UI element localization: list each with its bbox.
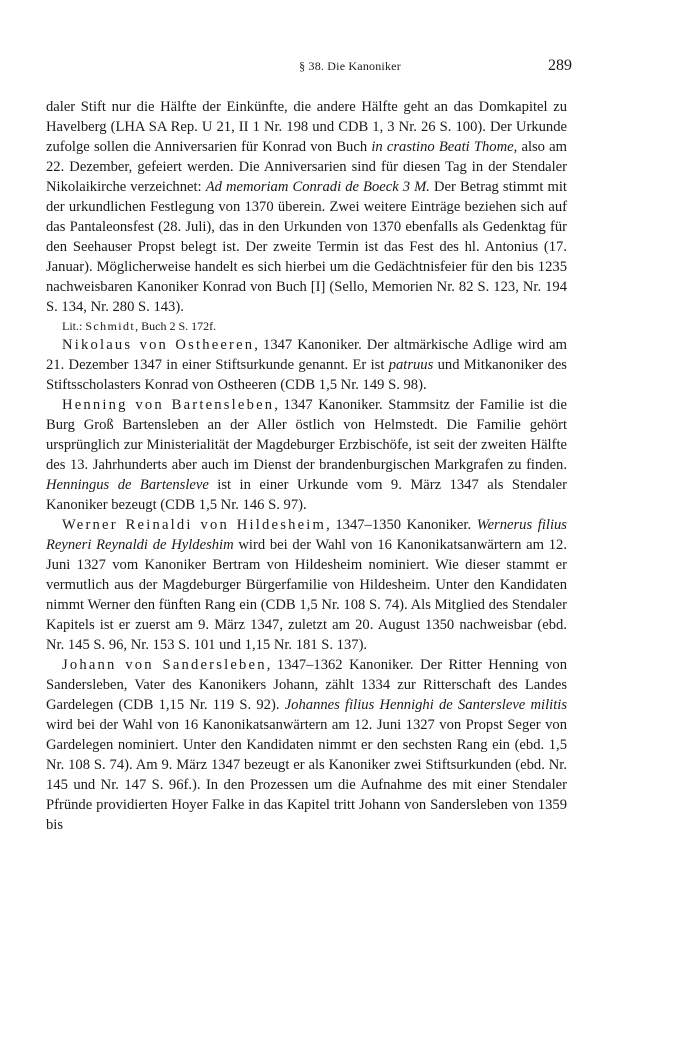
literature-reference <box>62 318 567 335</box>
running-head <box>0 57 700 79</box>
text-run: , also am 22. Dezember, gefeiert werden. Die Anniversarien sind für diesen Tag in der Stendaler Nikolaikirche verzeichnet: <box>46 139 567 195</box>
text-run: und Mitkanoniker des Stiftsscholasters Konrad von Ostheeren (CDB 1,5 Nr. 149 S. 98). <box>46 357 567 393</box>
entry-nikolaus-von-ostheeren <box>46 335 567 395</box>
entry-name: Werner Reinaldi von Hildesheim <box>62 517 327 533</box>
text-run: daler Stift nur die Hälfte der Einkünfte, die andere Hälfte geht an das Domkapitel zu Havelberg (LHA SA Rep. U 21, II 1 Nr. 198 und CDB 1, 3 Nr. 26 S. 100). Der Urkunde zufolge sollen die Anniversarien für Konrad von Buch <box>46 99 567 155</box>
text-run: , 1347 Kanoniker. Stammsitz der Familie ist die Burg Groß Bartensleben an der Aller östlich von Helmstedt. Die Familie gehört ursprünglich zur Ministerialität der Magdeburger Erzbischöfe, ist seit der zweiten Hälfte des 13. Jahrhunderts aber auch im Dienst der brandenburgischen Markgrafen zu finden. <box>46 397 567 473</box>
section-title: § 38. Die Kanoniker <box>299 59 401 73</box>
entry-name: Johann von Sandersleben <box>62 657 267 673</box>
text-run: wird bei der Wahl von 16 Kanonikatsanwärtern am 12. Juni 1327 vom Kanoniker Bertram von Hildesheim nominiert. Wie dieser stammt er vermutlich aus der Magdeburger Bürgerfamilie von Hildesheim. Unter den Kandidaten nimmt Werner den fünften Rang ein (CDB 1,5 Nr. 108 S. 74). Als Mitglied des Stendaler Kapitels ist er zuerst am 9. März 1347, zuletzt am 20. August 1350 nachweisbar (ebd. Nr. 145 S. 96, Nr. 153 S. 101 und 1,15 Nr. 181 S. 137). <box>46 537 567 653</box>
text-run: , 1347 Kanoniker. Der altmärkische Adlige wird am 21. Dezember 1347 in einer Stiftsurkunde genannt. Er ist <box>46 337 567 373</box>
text-run: , 1347–1350 Kanoniker. <box>326 517 477 533</box>
body-text <box>46 97 567 835</box>
page-number: 289 <box>548 57 572 74</box>
entry-werner-reinaldi-von-hildesheim <box>46 515 567 655</box>
entry-johann-von-sandersleben <box>46 655 567 835</box>
latin-quote: Henningus de Bartensleve <box>46 477 209 493</box>
latin-quote: in crastino Beati Thome <box>371 139 514 155</box>
latin-quote: patruus <box>388 357 434 373</box>
lit-citation: , Buch 2 S. 172f. <box>135 319 217 333</box>
text-run: , 1347–1362 Kanoniker. Der Ritter Henning von Sandersleben, Vater des Kanonikers Johann, zählt 1334 zur Ritterschaft des Landes Gardelegen (CDB 1,15 Nr. 119 S. 92). <box>46 657 567 713</box>
paragraph-konrad-von-buch-continued <box>46 97 567 317</box>
lit-prefix: Lit.: <box>62 319 86 333</box>
text-run: wird bei der Wahl von 16 Kanonikatsanwärtern am 12. Juni 1327 von Propst Seger von Gardelegen nominiert. Unter den Kandidaten nimmt er den sechsten Rang ein (ebd. 1,5 Nr. 108 S. 74). Am 9. März 1347 bezeugt er als Kanoniker zwei Stiftsurkunden (ebd. Nr. 145 und Nr. 147 S. 96f.). In den Prozessen um die Aufnahme des mit einer Stendaler Pfründe providierten Hoyer Falke in das Kapitel tritt Johann von Sandersleben von 1359 bis <box>46 717 567 833</box>
entry-name: Nikolaus von Ostheeren <box>62 337 255 353</box>
entry-henning-von-bartensleben <box>46 395 567 515</box>
latin-quote: Ad memoriam Conradi de Boeck 3 M. <box>205 179 430 195</box>
entry-name: Henning von Bartensleben <box>62 397 275 413</box>
text-run: ist in einer Urkunde vom 9. März 1347 als Stendaler Kanoniker bezeugt (CDB 1,5 Nr. 146 S. 97). <box>46 477 567 513</box>
latin-quote: Wernerus filius Reyneri Reynaldi de Hyldeshim <box>46 517 567 553</box>
text-run: Der Betrag stimmt mit der urkundlichen Festlegung von 1370 überein. Zwei weitere Einträge beziehen sich auf das Pantaleonsfest (28. Juli), das in den Urkunden von 1370 ebenfalls als Gedenktag für den Seehauser Propst belegt ist. Der zweite Termin ist das Fest des hl. Antonius (17. Januar). Möglicherweise handelt es sich hierbei um die Gedächtnisfeier für den bis 1235 nachweisbaren Kanoniker Konrad von Buch [I] (Sello, Memorien Nr. 82 S. 123, Nr. 194 S. 134, Nr. 280 S. 143). <box>46 179 567 315</box>
latin-quote: Johannes filius Hennighi de Santersleve militis <box>284 697 567 713</box>
lit-author: Schmidt <box>85 319 136 333</box>
